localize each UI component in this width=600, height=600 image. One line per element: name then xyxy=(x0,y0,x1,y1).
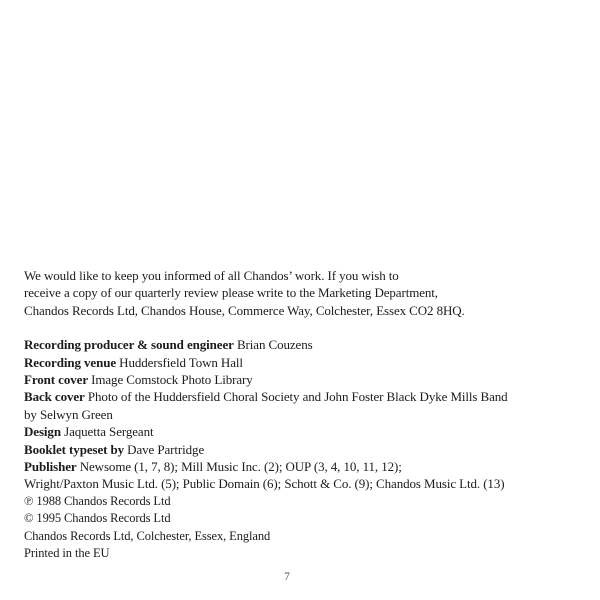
credit-value: Image Comstock Photo Library xyxy=(88,372,253,388)
credit-booklet-typeset xyxy=(24,441,576,458)
imprint-block xyxy=(24,493,576,563)
credit-label: Recording venue xyxy=(24,354,117,370)
copyright-line: © 1995 Chandos Records Ltd xyxy=(24,511,171,526)
credit-recording-producer xyxy=(24,336,576,353)
paragraph-line: We would like to keep you informed of all Chandos’ work. If you wish to xyxy=(24,268,399,283)
credit-label: Recording producer & sound engineer xyxy=(24,337,234,353)
credit-value: Brian Couzens xyxy=(233,337,313,353)
credit-value: Photo of the Huddersfield Choral Society and John Foster Black Dyke Mills Band xyxy=(84,389,508,405)
paragraph-line: receive a copy of our quarterly review please write to the Marketing Department, xyxy=(24,285,438,301)
phonogram-copyright-line: ℗ 1988 Chandos Records Ltd xyxy=(24,493,171,508)
credit-label: Front cover xyxy=(24,372,88,388)
credit-back-cover-continuation: by Selwyn Green xyxy=(24,406,113,422)
credit-value: Jaquetta Sergeant xyxy=(60,424,154,440)
page-number: 7 xyxy=(284,571,290,583)
credit-front-cover xyxy=(24,371,576,388)
credits-list xyxy=(24,336,576,493)
page-content xyxy=(24,267,576,563)
credit-label: Publisher xyxy=(24,459,77,475)
company-address-line: Chandos Records Ltd, Colchester, Essex, England xyxy=(24,528,271,543)
paragraph-line: Chandos Records Ltd, Chandos House, Commerce Way, Colchester, Essex CO2 8HQ. xyxy=(24,302,465,318)
credit-recording-venue xyxy=(24,354,576,371)
credit-publisher xyxy=(24,458,576,475)
credit-publisher-continuation: Wright/Paxton Music Ltd. (5); Public Domain (6); Schott & Co. (9); Chandos Music Ltd. (13) xyxy=(24,476,505,492)
credit-value: Dave Partridge xyxy=(124,441,205,457)
printed-in-line: Printed in the EU xyxy=(24,546,110,561)
mailing-info-paragraph xyxy=(24,267,576,319)
credit-label: Design xyxy=(24,424,61,440)
credit-label: Back cover xyxy=(24,389,85,405)
credit-value: Huddersfield Town Hall xyxy=(116,354,243,370)
credit-label: Booklet typeset by xyxy=(24,441,125,457)
credit-design xyxy=(24,423,576,440)
credit-back-cover xyxy=(24,388,576,405)
credit-value: Newsome (1, 7, 8); Mill Music Inc. (2); OUP (3, 4, 10, 11, 12); xyxy=(76,459,402,475)
